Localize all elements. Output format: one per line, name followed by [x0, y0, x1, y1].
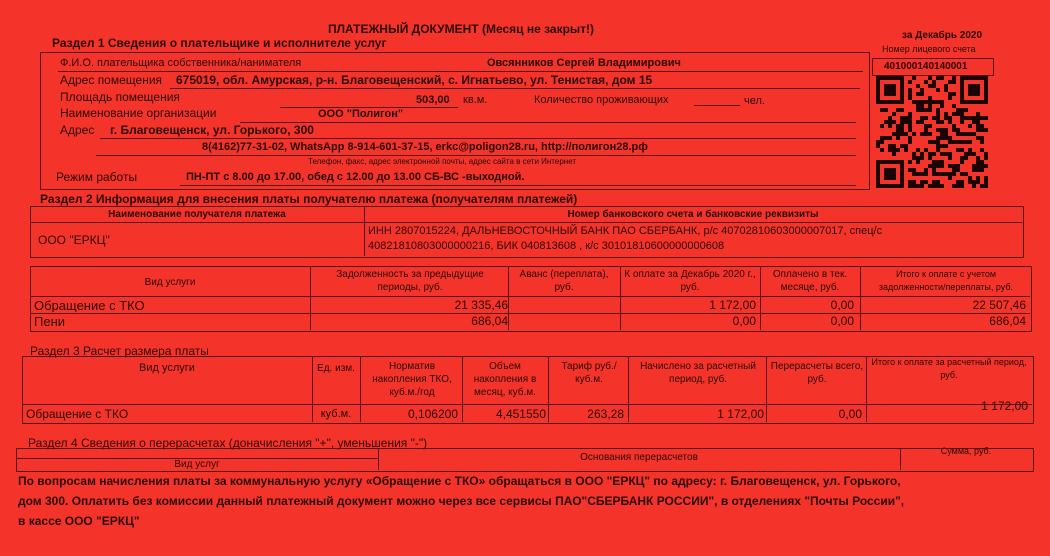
area-value: 503,00 — [416, 94, 450, 106]
contacts-value: 8(4162)77-31-02, WhatsApp 8-914-601-37-15, erkc@poligon28.ru, http://полигон28.рф — [202, 141, 648, 153]
footer-line1: По вопросам начисления платы за коммунальную услугу «Обращение с ТКО» обращаться в ООО "ЕРКЦ" по адресу: г. Благовещенск, ул. Горького, — [18, 474, 901, 488]
table-row-cell: 263,28 — [587, 408, 624, 421]
charges-header-total: Итого к оплате с учетом задолженности/переплаты, руб. — [878, 269, 1014, 292]
table-row-cell: 22 507,46 — [972, 299, 1026, 312]
charges-header-debt: Задолженность за предыдущие периоды, руб. — [336, 269, 484, 293]
table-row-cell: 1 172,00 — [981, 400, 1028, 413]
org-address-label: Адрес — [60, 123, 95, 137]
calc-header-tariff: Тариф руб./куб.м. — [561, 361, 617, 385]
table-row-cell: 686,04 — [471, 315, 508, 328]
section2-title: Раздел 2 Информация для внесения платы получателю платежа (получателям платежей) — [40, 192, 578, 206]
hours-label: Режим работы — [56, 170, 138, 184]
table-row-cell: 0,00 — [732, 315, 756, 328]
table-row-cell: Пени — [34, 315, 66, 328]
calc-header-unit: Ед. изм. — [317, 363, 355, 374]
address-value: 675019, обл. Амурская, р-н. Благовещенский, с. Игнатьево, ул. Тенистая, дом 15 — [176, 73, 653, 87]
document-title: ПЛАТЕЖНЫЙ ДОКУМЕНТ (Месяц не закрыт!) — [328, 22, 595, 36]
residents-label: Количество проживающих — [534, 94, 669, 106]
table-row-cell: 1 172,00 — [709, 299, 756, 312]
hours-value: ПН-ПТ с 8.00 до 17.00, обед с 12.00 до 13.00 СБ-ВС -выходной. — [186, 171, 525, 183]
table-row-cell: 0,00 — [830, 299, 854, 312]
fio-value: Овсянников Сергей Владимирович — [487, 57, 681, 69]
charges-header-service: Вид услуги — [144, 277, 196, 288]
table-row-cell: 1 172,00 — [717, 408, 764, 421]
calc-header-total: Итого к оплате за расчетный период, руб. — [871, 357, 1027, 380]
period-label: за Декабрь 2020 — [902, 30, 983, 41]
calc-header-recalc: Перерасчеты всего, руб. — [770, 361, 864, 385]
bank-details-line1: ИНН 2807015224, ДАЛЬНЕВОСТОЧНЫЙ БАНК ПАО СБЕРБАНК, р/с 40702810603000007017, спец/с — [368, 225, 883, 237]
calc-header-service: Вид услуги — [139, 362, 195, 374]
contacts-caption: Телефон, факс, адрес электронной почты, адрес сайта в сети Интернет — [308, 157, 577, 166]
calc-header-charged: Начислено за расчетный период, руб. — [640, 361, 756, 385]
residents-unit: чел. — [744, 95, 765, 107]
qr-code-icon — [876, 76, 988, 188]
address-label: Адрес помещения — [60, 73, 163, 87]
account-col-header: Номер банковского счета и банковские реквизиты — [567, 209, 819, 220]
table-row-cell: 4,451550 — [495, 408, 546, 421]
table-row-cell: Обращение с ТКО — [26, 408, 129, 421]
org-label: Наименование организации — [60, 106, 217, 120]
charges-header-paid: Оплачено в тек. месяце, руб. — [772, 269, 848, 293]
fio-label: Ф.И.О. плательщика собственника/нанимателя — [60, 57, 302, 69]
recalc-header-service: Вид услуг — [174, 459, 220, 470]
recalc-header-reason: Основания перерасчетов — [580, 452, 698, 463]
calc-header-norm: Норматив накопления ТКО, куб.м./год — [372, 361, 452, 398]
table-row-cell: куб.м. — [320, 408, 352, 420]
section1-title: Раздел 1 Сведения о плательщике и исполнителе услуг — [52, 36, 387, 50]
table-row-cell: 21 335,46 — [454, 299, 508, 312]
charges-header-to-pay: К оплате за Декабрь 2020 г., руб. — [624, 269, 756, 293]
charges-header-advance: Аванс (переплата), руб. — [519, 269, 609, 293]
calc-header-volume: Объем накопления в месяц, куб.м. — [473, 361, 537, 398]
section3-title: Раздел 3 Расчет размера платы — [30, 344, 209, 358]
recipient-name: ООО "ЕРКЦ" — [38, 233, 110, 247]
table-row-cell: 0,00 — [830, 315, 854, 328]
area-unit: кв.м. — [463, 94, 488, 106]
footer-line3: в кассе ООО "ЕРКЦ" — [18, 514, 140, 528]
account-label: Номер лицевого счета — [882, 44, 976, 54]
footer-line2: дом 300. Оплатить без комиссии данный платежный документ можно через все сервисы ПАО"СБЕРБАНК РОССИИ", в отделениях "Почты России", — [18, 494, 905, 508]
table-row-cell: Обращение с ТКО — [34, 299, 145, 312]
bank-details-line2: 40821810803000000216, БИК 040813608 , к/с 30101810600000000608 — [368, 240, 725, 252]
area-label: Площадь помещения — [60, 90, 180, 104]
section4-title: Раздел 4 Сведения о перерасчетах (доначисления "+", уменьшения "-") — [28, 436, 428, 450]
recalc-header-sum: Сумма, руб. — [940, 446, 992, 456]
org-value: ООО "Полигон" — [318, 108, 404, 120]
recipient-col-header: Наименование получателя платежа — [108, 209, 286, 220]
table-row-cell: 0,00 — [838, 408, 862, 421]
org-address-value: г. Благовещенск, ул. Горького, 300 — [110, 123, 314, 137]
account-number: 401000140140001 — [884, 61, 968, 72]
table-row-cell: 686,04 — [989, 315, 1026, 328]
table-row-cell: 0,106200 — [407, 408, 458, 421]
